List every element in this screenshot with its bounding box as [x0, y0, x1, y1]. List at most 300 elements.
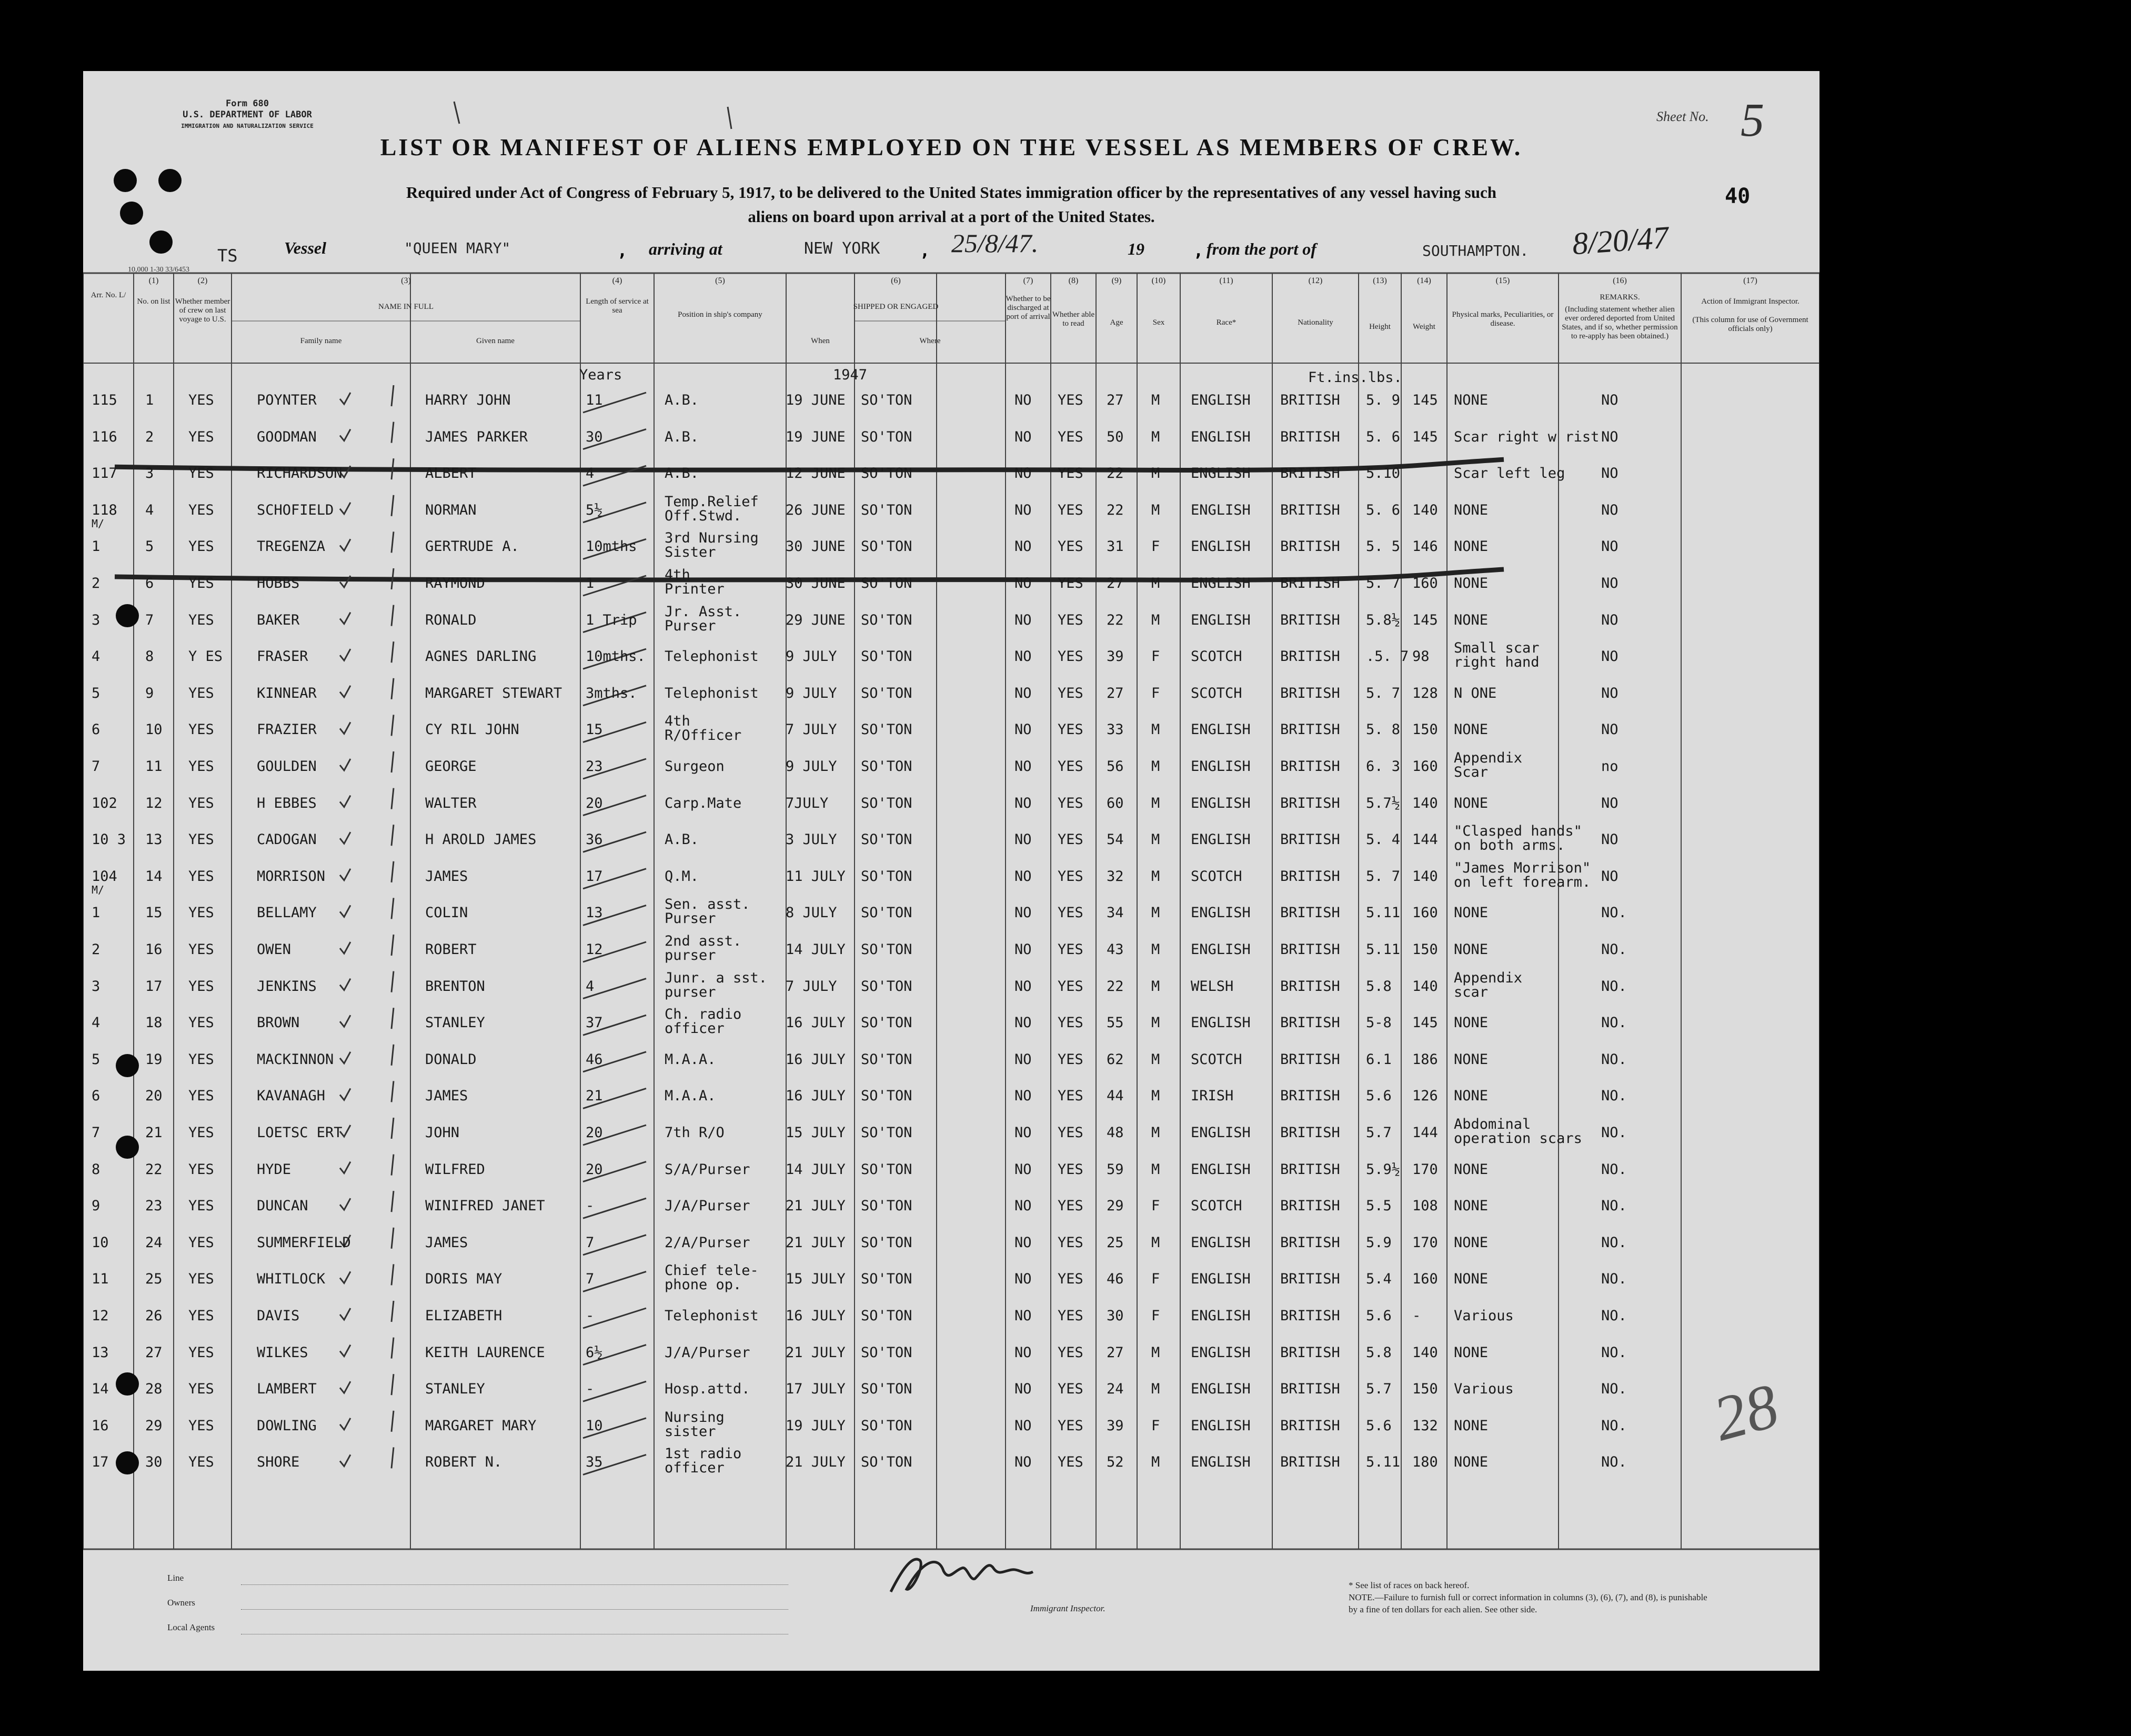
cell-remarks: NO — [1601, 685, 1619, 701]
cell-height: 5.6 — [1366, 1308, 1392, 1324]
cell-when: 11 JULY — [786, 868, 846, 885]
subtitle-line-1: Required under Act of Congress of February 5, 1917, to be delivered to the United States immigration officer by the representatives of any vessel having such — [406, 183, 1496, 202]
cell-arr: 2 — [92, 575, 100, 591]
cell-weight: - — [1412, 1308, 1421, 1324]
cell-read: YES — [1058, 648, 1083, 665]
column-number: (15) — [1495, 276, 1510, 285]
cell-dis: NO — [1014, 1198, 1032, 1215]
cell-age: 54 — [1107, 831, 1124, 848]
cell-arr: 16 — [92, 1417, 109, 1434]
cell-no: 8 — [145, 648, 154, 665]
cell-no: 4 — [145, 501, 154, 518]
cell-read: YES — [1058, 575, 1083, 591]
cell-remarks: NO — [1601, 721, 1619, 738]
cell-family: WHITLOCK — [257, 1271, 326, 1288]
cell-race: SCOTCH — [1191, 685, 1242, 701]
cell-when: 15 JULY — [786, 1271, 846, 1288]
cell-weight: 160 — [1412, 905, 1438, 921]
cell-age: 31 — [1107, 538, 1124, 555]
column-header: Arr. No. L/ — [91, 291, 126, 299]
cell-position-line-1: A.B. — [665, 392, 699, 408]
height-weight-units: Ft.ins.lbs. — [1308, 369, 1402, 386]
cell-race: ENGLISH — [1191, 1381, 1251, 1398]
cell-service: 20 — [586, 1125, 603, 1141]
cell-arr: 3 — [92, 611, 100, 628]
cell-sex: M — [1151, 1161, 1160, 1178]
cell-when: 26 JUNE — [786, 501, 846, 518]
cell-age: 48 — [1107, 1125, 1124, 1141]
cell-where: SO'TON — [861, 1454, 912, 1471]
cell-dis: NO — [1014, 1417, 1032, 1434]
cell-position-line-2: Purser — [665, 910, 716, 927]
cell-family: SUMMERFIELD — [257, 1234, 351, 1251]
cell-sex: F — [1151, 1417, 1160, 1434]
cell-marks-line-1: NONE — [1454, 795, 1489, 811]
cell-age: 24 — [1107, 1381, 1124, 1398]
cell-arr: 2 — [92, 941, 100, 958]
cell-given: HARRY JOHN — [425, 392, 511, 408]
cell-weight: 150 — [1412, 721, 1438, 738]
cell-age: 34 — [1107, 905, 1124, 921]
department-name: U.S. DEPARTMENT OF LABOR — [183, 109, 312, 120]
cell-no: 14 — [145, 868, 163, 885]
cell-age: 30 — [1107, 1308, 1124, 1324]
cell-sex: M — [1151, 795, 1160, 811]
cell-crew: YES — [188, 538, 214, 555]
cell-weight: 144 — [1412, 1125, 1438, 1141]
cell-crew: YES — [188, 1198, 214, 1215]
cell-weight: 140 — [1412, 501, 1438, 518]
cell-nat: BRITISH — [1280, 1088, 1340, 1105]
cell-sex: M — [1151, 941, 1160, 958]
cell-read: YES — [1058, 1344, 1083, 1361]
cell-nat: BRITISH — [1280, 538, 1340, 555]
column-header: SHIPPED OR ENGAGED — [853, 303, 939, 311]
cell-family: LOETSC ERT — [257, 1125, 343, 1141]
cell-age: 59 — [1107, 1161, 1124, 1178]
cell-position-line-1: 2nd asst. — [665, 933, 742, 949]
cell-crew: YES — [188, 575, 214, 591]
cell-crew: YES — [188, 831, 214, 848]
cell-position-line-2: purser — [665, 984, 716, 1000]
column-number: (10) — [1151, 276, 1166, 285]
cell-service: 10mths. — [586, 648, 646, 665]
cell-height: 5. 4 — [1366, 831, 1401, 848]
cell-remarks: NO — [1601, 501, 1619, 518]
cell-family: HOBBS — [257, 575, 300, 591]
cell-weight: 145 — [1412, 428, 1438, 445]
cell-crew: YES — [188, 1271, 214, 1288]
cell-crew: YES — [188, 1125, 214, 1141]
cell-arr: 117 — [92, 465, 117, 482]
cell-race: ENGLISH — [1191, 1015, 1251, 1031]
cell-nat: BRITISH — [1280, 1125, 1340, 1141]
cell-height: 5.8½ — [1366, 611, 1401, 628]
column-header: REMARKS. — [1600, 293, 1640, 302]
cell-when: 14 JULY — [786, 1161, 846, 1178]
cell-age: 22 — [1107, 611, 1124, 628]
cell-position-line-1: 7th R/O — [665, 1125, 725, 1141]
cell-age: 22 — [1107, 465, 1124, 482]
cell-marks-line-2: on both arms. — [1454, 837, 1565, 854]
cell-arr: 116 — [92, 428, 117, 445]
cell-crew: YES — [188, 428, 214, 445]
column-number: (8) — [1068, 276, 1079, 285]
cell-age: 44 — [1107, 1088, 1124, 1105]
column-header: Weight — [1413, 323, 1435, 331]
cell-position-line-1: Nursing — [665, 1409, 725, 1426]
cell-dis: NO — [1014, 721, 1032, 738]
cell-no: 17 — [145, 978, 163, 995]
cell-height: 5.9 — [1366, 1234, 1392, 1251]
cell-dis: NO — [1014, 685, 1032, 701]
cell-age: 22 — [1107, 978, 1124, 995]
cell-position-line-1: A.B. — [665, 428, 699, 445]
cell-when: 16 JULY — [786, 1308, 846, 1324]
cell-given: STANLEY — [425, 1015, 485, 1031]
cell-given: STANLEY — [425, 1381, 485, 1398]
cell-read: YES — [1058, 465, 1083, 482]
column-header: (Including statement whether alien ever ordered deported from United States, and if so, whether permission to re-apply has been obtained.) — [1562, 305, 1678, 340]
cell-age: 43 — [1107, 941, 1124, 958]
cell-weight: 160 — [1412, 575, 1438, 591]
cell-where: SO'TON — [861, 1015, 912, 1031]
cell-age: 39 — [1107, 1417, 1124, 1434]
column-header: Race* — [1216, 318, 1237, 327]
cell-arr: 13 — [92, 1344, 109, 1361]
cell-when: 9 JULY — [786, 648, 837, 665]
cell-age: 27 — [1107, 1344, 1124, 1361]
column-number: (14) — [1417, 276, 1431, 285]
cell-marks-line-1: Small scar — [1454, 640, 1540, 657]
cell-dis: NO — [1014, 1234, 1032, 1251]
cell-given: GEORGE — [425, 758, 477, 775]
cell-remarks: NO — [1601, 831, 1619, 848]
cell-position-line-1: M.A.A. — [665, 1051, 716, 1068]
cell-remarks: NO. — [1601, 1381, 1627, 1398]
cell-marks-line-1: N ONE — [1454, 685, 1497, 701]
cell-sex: M — [1151, 831, 1160, 848]
cell-no: 2 — [145, 428, 154, 445]
cell-weight: 145 — [1412, 1015, 1438, 1031]
cell-family: OWEN — [257, 941, 291, 958]
cell-given: MARGARET STEWART — [425, 685, 562, 701]
cell-marks-line-1: Various — [1454, 1381, 1514, 1398]
cell-weight: 98 — [1412, 648, 1430, 665]
cell-sex: M — [1151, 1381, 1160, 1398]
cell-service: 37 — [586, 1015, 603, 1031]
cell-position-line-1: A.B. — [665, 831, 699, 848]
cell-given: JAMES PARKER — [425, 428, 528, 445]
cell-weight: 140 — [1412, 1344, 1438, 1361]
from-port-label: from the port of — [1207, 239, 1316, 258]
cell-where: SO'TON — [861, 905, 912, 921]
cell-no: 27 — [145, 1344, 163, 1361]
cell-given: GERTRUDE A. — [425, 538, 519, 555]
cell-family: H EBBES — [257, 795, 317, 811]
cell-position-line-1: Jr. Asst. — [665, 603, 742, 620]
cell-race: IRISH — [1191, 1088, 1234, 1105]
cell-sex: M — [1151, 501, 1160, 518]
cell-race: ENGLISH — [1191, 1417, 1251, 1434]
cell-where: SO'TON — [861, 1271, 912, 1288]
cell-where: SO'TON — [861, 1051, 912, 1068]
footer-owners-label: Owners — [167, 1598, 195, 1608]
cell-marks-line-1: NONE — [1454, 1088, 1489, 1105]
cell-given: ELIZABETH — [425, 1308, 502, 1324]
cell-dis: NO — [1014, 1088, 1032, 1105]
cell-no: 21 — [145, 1125, 163, 1141]
cell-read: YES — [1058, 1271, 1083, 1288]
cell-sex: M — [1151, 978, 1160, 995]
cell-remarks: NO — [1601, 575, 1619, 591]
column-header: (This column for use of Government officials only) — [1692, 316, 1808, 333]
cell-arr: 9 — [92, 1198, 100, 1215]
cell-no: 28 — [145, 1381, 163, 1398]
cell-remarks: NO. — [1601, 1417, 1627, 1434]
cell-service: 36 — [586, 831, 603, 848]
column-number: (16) — [1613, 276, 1627, 285]
cell-family: CADOGAN — [257, 831, 317, 848]
cell-arr: 5 — [92, 1051, 100, 1068]
cell-dis: NO — [1014, 538, 1032, 555]
cell-family: BAKER — [257, 611, 300, 628]
cell-height: 5.11 — [1366, 1454, 1401, 1471]
cell-height: .5. 7 — [1366, 648, 1409, 665]
cell-dis: NO — [1014, 1051, 1032, 1068]
cell-marks-line-1: NONE — [1454, 1051, 1489, 1068]
cell-nat: BRITISH — [1280, 795, 1340, 811]
cell-weight: 160 — [1412, 758, 1438, 775]
cell-dis: NO — [1014, 611, 1032, 628]
cell-age: 29 — [1107, 1198, 1124, 1215]
cell-when: 12 JUNE — [786, 465, 846, 482]
cell-dis: NO — [1014, 978, 1032, 995]
cell-height: 5. 6 — [1366, 501, 1401, 518]
cell-read: YES — [1058, 428, 1083, 445]
cell-marks-line-1: NONE — [1454, 611, 1489, 628]
cell-family: FRAZIER — [257, 721, 317, 738]
cell-marks-line-1: Appendix — [1454, 969, 1523, 986]
cell-service: 23 — [586, 758, 603, 775]
cell-when: 14 JULY — [786, 941, 846, 958]
cell-age: 27 — [1107, 685, 1124, 701]
cell-read: YES — [1058, 1454, 1083, 1471]
cell-no: 18 — [145, 1015, 163, 1031]
cell-when: 7 JULY — [786, 978, 837, 995]
cell-remarks: NO — [1601, 392, 1619, 408]
column-header: Height — [1369, 323, 1391, 331]
cell-arr: 7 — [92, 758, 100, 775]
cell-position-line-1: 1st radio — [665, 1446, 742, 1462]
arrival-date: 25/8/47. — [951, 228, 1039, 258]
cell-position-line-1: Q.M. — [665, 868, 699, 885]
cell-sex: M — [1151, 905, 1160, 921]
cell-position-line-2: Off.Stwd. — [665, 507, 742, 524]
cell-given: JOHN — [425, 1125, 460, 1141]
cell-no: 15 — [145, 905, 163, 921]
cell-service: 20 — [586, 1161, 603, 1178]
cell-crew: YES — [188, 1161, 214, 1178]
cell-where: SO'TON — [861, 428, 912, 445]
cell-nat: BRITISH — [1280, 978, 1340, 995]
cell-remarks: NO — [1601, 648, 1619, 665]
cell-remarks: NO. — [1601, 941, 1627, 958]
cell-position-line-2: phone op. — [665, 1277, 742, 1293]
cell-no: 16 — [145, 941, 163, 958]
footer-line-label: Line — [167, 1573, 184, 1583]
cell-service: 1 Trip — [586, 611, 637, 628]
cell-when: 21 JULY — [786, 1344, 846, 1361]
cell-arr: 6 — [92, 1088, 100, 1105]
cell-family: GOODMAN — [257, 428, 317, 445]
cell-age: 62 — [1107, 1051, 1124, 1068]
cell-read: YES — [1058, 685, 1083, 701]
cell-no: 26 — [145, 1308, 163, 1324]
cell-nat: BRITISH — [1280, 1161, 1340, 1178]
cell-remarks: NO. — [1601, 1161, 1627, 1178]
footer-owners-rule — [241, 1609, 788, 1610]
handwritten-annotation: 28 — [1706, 1370, 1786, 1454]
cell-read: YES — [1058, 1125, 1083, 1141]
cell-marks-line-1: "Clasped hands" — [1454, 823, 1582, 840]
cell-height: 5-8 — [1366, 1015, 1392, 1031]
cell-where: SO'TON — [861, 575, 912, 591]
cell-nat: BRITISH — [1280, 868, 1340, 885]
cell-race: ENGLISH — [1191, 941, 1251, 958]
cell-nat: BRITISH — [1280, 758, 1340, 775]
cell-height: 5.11 — [1366, 941, 1401, 958]
cell-read: YES — [1058, 831, 1083, 848]
cell-position-line-2: officer — [665, 1460, 725, 1477]
cell-family: TREGENZA — [257, 538, 326, 555]
cell-position-line-2: officer — [665, 1020, 725, 1037]
cell-nat: BRITISH — [1280, 1271, 1340, 1288]
cell-nat: BRITISH — [1280, 392, 1340, 408]
cell-position-line-1: Junr. a sst. — [665, 969, 768, 986]
cell-arr: 115 — [92, 392, 117, 408]
subtitle-line-2: aliens on board upon arrival at a port of the United States. — [748, 207, 1155, 226]
arriving-label: arriving at — [649, 239, 722, 258]
cell-race: ENGLISH — [1191, 538, 1251, 555]
footer-note-races: * See list of races on back hereof. — [1349, 1580, 1470, 1590]
arr-suffix: M/ — [92, 517, 105, 530]
cell-family: RICHARDSON — [257, 465, 343, 482]
cell-remarks: NO. — [1601, 978, 1627, 995]
cell-given: WALTER — [425, 795, 477, 811]
cell-sex: M — [1151, 1125, 1160, 1141]
cell-no: 24 — [145, 1234, 163, 1251]
cell-sex: M — [1151, 1454, 1160, 1471]
cell-sex: M — [1151, 575, 1160, 591]
cell-given: JAMES — [425, 1088, 468, 1105]
cell-position-line-1: Surgeon — [665, 758, 725, 775]
cell-family: KINNEAR — [257, 685, 317, 701]
cell-crew: YES — [188, 941, 214, 958]
cell-sex: M — [1151, 1344, 1160, 1361]
cell-arr: 12 — [92, 1308, 109, 1324]
cell-read: YES — [1058, 392, 1083, 408]
cell-dis: NO — [1014, 1271, 1032, 1288]
cell-arr: 1 — [92, 538, 100, 555]
sheet-no-value: 5 — [1741, 94, 1764, 146]
cell-sex: M — [1151, 1051, 1160, 1068]
cell-marks-line-1: Scar right w rist — [1454, 428, 1600, 445]
cell-sex: F — [1151, 1198, 1160, 1215]
cell-service: 1 — [586, 575, 595, 591]
cell-crew: YES — [188, 1088, 214, 1105]
cell-given: AGNES DARLING — [425, 648, 537, 665]
cell-marks-line-1: Scar left leg — [1454, 465, 1565, 482]
cell-position-line-1: 3rd Nursing — [665, 530, 759, 547]
cell-read: YES — [1058, 1417, 1083, 1434]
cell-when: 19 JULY — [786, 1417, 846, 1434]
cell-crew: YES — [188, 685, 214, 701]
cell-given: BRENTON — [425, 978, 485, 995]
column-header: Physical marks, Peculiarities, or disease. — [1452, 310, 1554, 328]
cell-weight: 145 — [1412, 611, 1438, 628]
cell-weight: 140 — [1412, 795, 1438, 811]
cell-where: SO'TON — [861, 1088, 912, 1105]
cell-family: JENKINS — [257, 978, 317, 995]
cell-age: 60 — [1107, 795, 1124, 811]
cell-weight: 126 — [1412, 1088, 1438, 1105]
cell-dis: NO — [1014, 1125, 1032, 1141]
cell-where: SO'TON — [861, 868, 912, 885]
cell-crew: YES — [188, 1344, 214, 1361]
cell-family: DOWLING — [257, 1417, 317, 1434]
cell-sex: F — [1151, 1271, 1160, 1288]
cell-marks-line-1: NONE — [1454, 1344, 1489, 1361]
cell-crew: YES — [188, 795, 214, 811]
cell-no: 6 — [145, 575, 154, 591]
cell-weight: 108 — [1412, 1198, 1438, 1215]
cell-marks-line-1: "James Morrison" — [1454, 859, 1591, 876]
cell-service: 3mths. — [586, 685, 637, 701]
cell-nat: BRITISH — [1280, 1417, 1340, 1434]
cell-marks-line-1: NONE — [1454, 1454, 1489, 1471]
cell-where: SO'TON — [861, 831, 912, 848]
cell-nat: BRITISH — [1280, 1015, 1340, 1031]
cell-read: YES — [1058, 611, 1083, 628]
cell-given: ROBERT — [425, 941, 477, 958]
cell-nat: BRITISH — [1280, 831, 1340, 848]
cell-race: SCOTCH — [1191, 1051, 1242, 1068]
cell-family: SCHOFIELD — [257, 501, 334, 518]
cell-marks-line-2: Scar — [1454, 764, 1489, 780]
cell-race: ENGLISH — [1191, 575, 1251, 591]
cell-where: SO'TON — [861, 1161, 912, 1178]
cell-position-line-1: Ch. radio — [665, 1006, 742, 1023]
cell-sex: M — [1151, 392, 1160, 408]
cell-where: SO'TON — [861, 685, 912, 701]
cell-crew: YES — [188, 1051, 214, 1068]
cell-nat: BRITISH — [1280, 575, 1340, 591]
cell-service: 5½ — [586, 501, 603, 518]
cell-marks-line-1: Various — [1454, 1308, 1514, 1324]
cell-when: 16 JULY — [786, 1051, 846, 1068]
cell-service: 15 — [586, 721, 603, 738]
cell-remarks: no — [1601, 758, 1619, 775]
cell-weight: 170 — [1412, 1234, 1438, 1251]
cell-arr: 104 — [92, 868, 117, 885]
cell-where: SO'TON — [861, 795, 912, 811]
cell-race: ENGLISH — [1191, 611, 1251, 628]
cell-no: 25 — [145, 1271, 163, 1288]
cell-family: MORRISON — [257, 868, 326, 885]
cell-read: YES — [1058, 1088, 1083, 1105]
print-code: 10,000 1-30 33/6453 — [128, 266, 190, 274]
